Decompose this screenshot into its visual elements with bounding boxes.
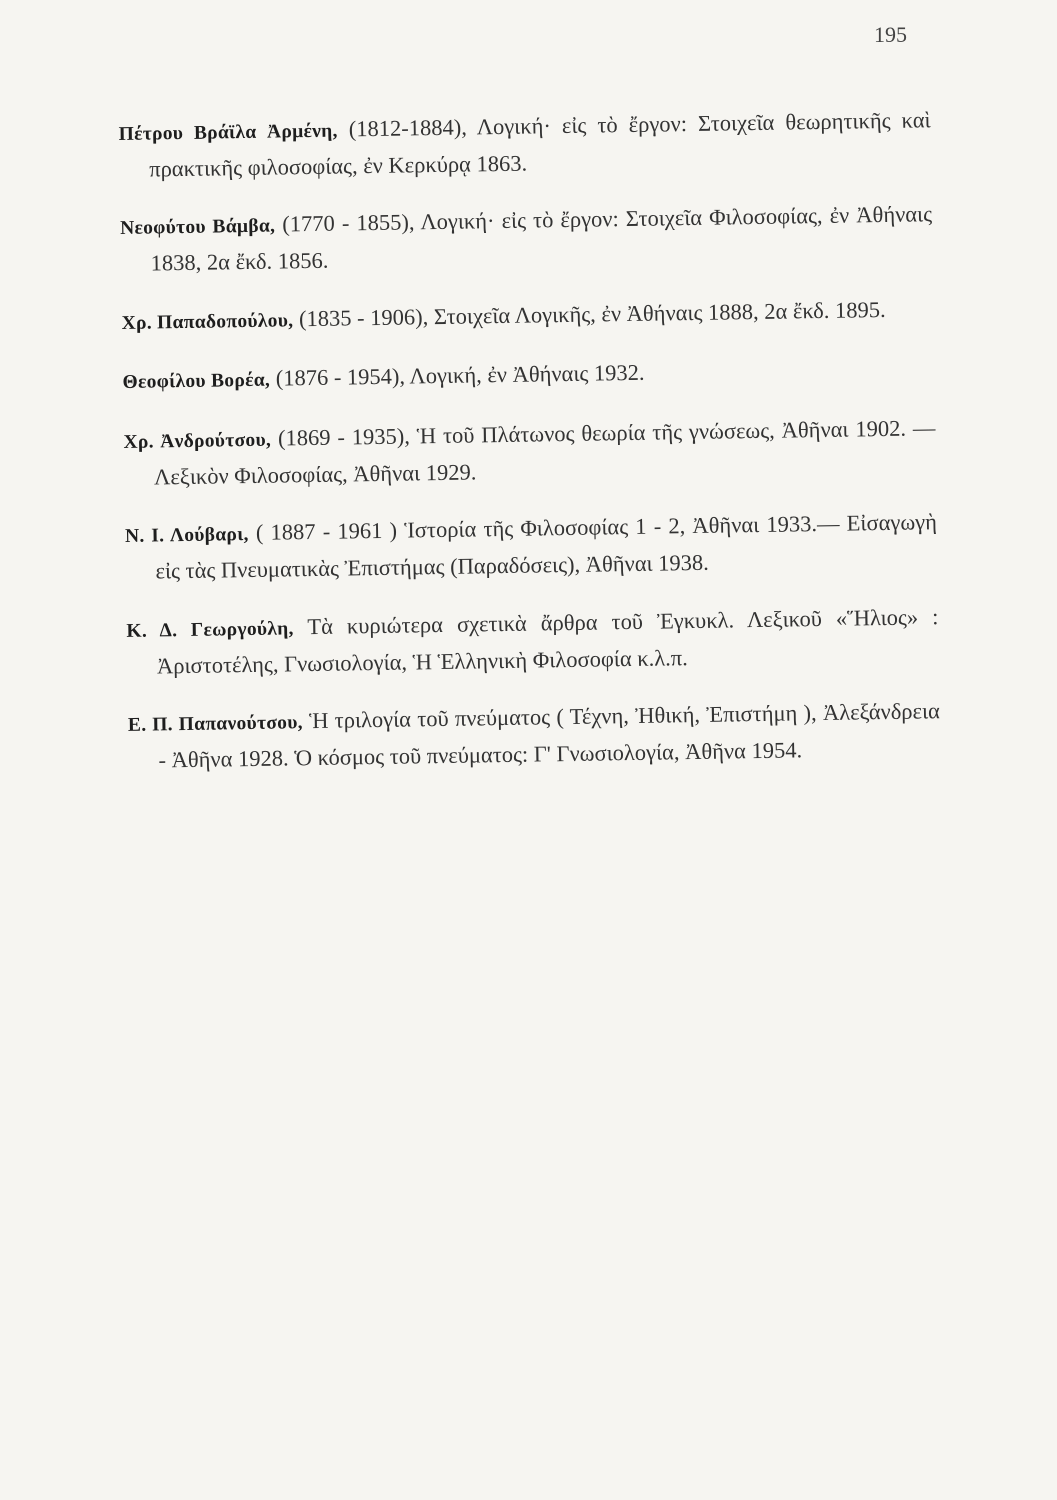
entry-author: Ε. Π. Παπανούτσου, (127, 712, 304, 736)
bibliography-entry (118, 102, 931, 187)
entry-citation: (1876 - 1954), Λογική, ἐν Ἀθήναις 1932. (275, 359, 645, 391)
bibliography-entry (120, 196, 933, 281)
page-number: 195 (874, 22, 907, 47)
entry-author: Νεοφύτου Βάμβα, (119, 215, 276, 239)
bibliography-entry (128, 693, 941, 778)
bibliography-entry (125, 504, 938, 589)
entry-citation: (1770 - 1855), Λογική· εἰς τὸ ἔργον: Στοιχεῖα Φιλοσοφίας, ἐν Ἀθήναις 1838, 2α ἔκδ. 1856. (150, 201, 933, 276)
entry-author: Χρ. Ἀνδρούτσου, (123, 429, 272, 453)
entry-citation: (1869 - 1935), Ἡ τοῦ Πλάτωνος θεωρία τῆς γνώσεως, Ἀθῆναι 1902. — Λεξικὸν Φιλοσοφίας, Ἀθῆναι 1929. (153, 414, 936, 489)
bibliography-entry (123, 410, 936, 495)
entry-citation: Τὰ κυριώτερα σχετικὰ ἄρθρα τοῦ Ἐγκυκλ. Λεξικοῦ «Ἥλιος» : Ἀριστοτέλης, Γνωσιολογία, Ἡ Ἑλληνικὴ Φιλοσοφία κ.λ.π. (156, 603, 939, 678)
entry-citation: ( 1887 - 1961 ) Ἱστορία τῆς Φιλοσοφίας 1 - 2, Ἀθῆναι 1933.— Εἰσαγωγὴ εἰς τὰς Πνευματικὰς Ἐπιστήμας (Παραδόσεις), Ἀθῆναι 1938. (155, 509, 938, 584)
entry-author: Πέτρου Βράϊλα Ἀρμένη, (118, 120, 338, 145)
bibliography-entry (121, 291, 933, 341)
entry-author: Χρ. Παπαδοπούλου, (121, 309, 294, 334)
bibliography-entry (122, 350, 934, 400)
bibliography-list (118, 79, 941, 786)
entry-citation: (1835 - 1906), Στοιχεῖα Λογικῆς, ἐν Ἀθήναις 1888, 2α ἔκδ. 1895. (298, 296, 886, 331)
entry-author: Κ. Δ. Γεωργούλη, (126, 617, 294, 642)
bibliography-entry (126, 599, 939, 684)
entry-citation: Ἡ τριλογία τοῦ πνεύματος ( Τέχνη, Ἠθική, Ἐπιστήμη ), Ἀλεξάνδρεια - Ἀθῆνα 1928. Ὁ κόσμος τοῦ πνεύματος: Γ' Γνωσιολογία, Ἀθῆνα 1954. (158, 698, 941, 773)
entry-citation: (1812-1884), Λογική· εἰς τὸ ἔργον: Στοιχεῖα θεωρητικῆς καὶ πρακτικῆς φιλοσοφίας, ἐν Κερκύρᾳ 1863. (149, 106, 931, 182)
entry-author: Θεοφίλου Βορέα, (122, 369, 271, 393)
entry-author: Ν. Ι. Λούβαρι, (124, 524, 249, 547)
